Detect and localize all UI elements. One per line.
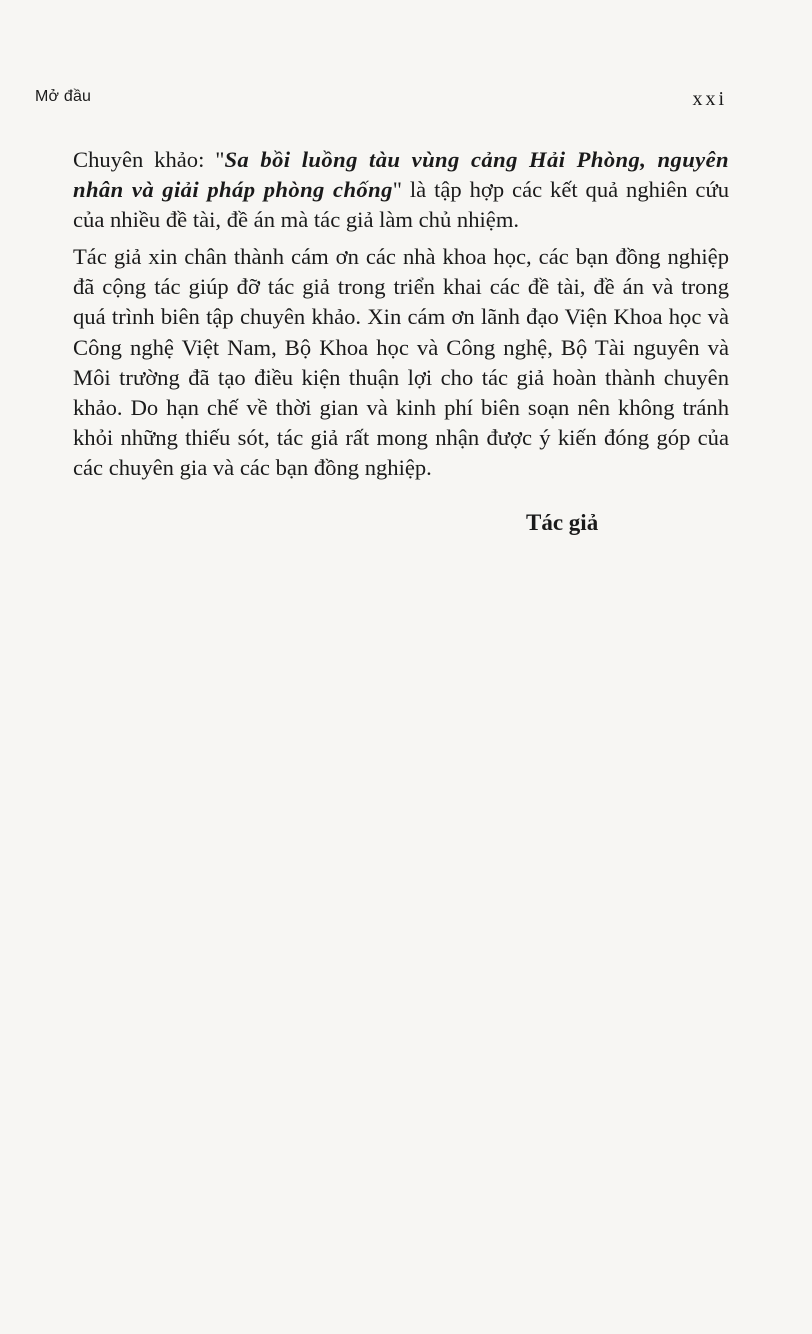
monograph-title: Sa bồi luồng tàu vùng cảng Hải Phòng, nguyên nhân và giải pháp phòng chống — [73, 147, 729, 203]
running-header — [35, 88, 727, 114]
paragraph-acknowledgement: Tác giả xin chân thành cám ơn các nhà khoa học, các bạn đồng nghiệp đã cộng tác giúp đỡ tác giả trong triển khai các đề tài, đề án và trong quá trình biên tập chuyên khảo. Xin cám ơn lãnh đạo Viện Khoa học và Công nghệ Việt Nam, Bộ Khoa học và Công nghệ, Bộ Tài nguyên và Môi trường đã tạo điều kiện thuận lợi cho tác giả hoàn thành chuyên khảo. Do hạn chế về thời gian và kinh phí biên soạn nên không tránh khỏi những thiếu sót, tác giả rất mong nhận được ý kiến đóng góp của các chuyên gia và các bạn đồng nghiệp. — [73, 244, 729, 480]
paragraph-intro-tail: " là tập hợp các kết quả nghiên cứu của nhiều đề tài, đề án mà tác giả làm chủ nhiệm. — [73, 177, 729, 233]
chapter-title: Mở đầu — [35, 88, 92, 105]
paragraph-intro — [73, 145, 729, 235]
paragraph-intro-lead: Chuyên khảo: " — [73, 147, 225, 172]
page-number: xxi — [692, 88, 727, 110]
body-text — [73, 145, 729, 490]
author-signature: Tác giả — [526, 510, 599, 535]
